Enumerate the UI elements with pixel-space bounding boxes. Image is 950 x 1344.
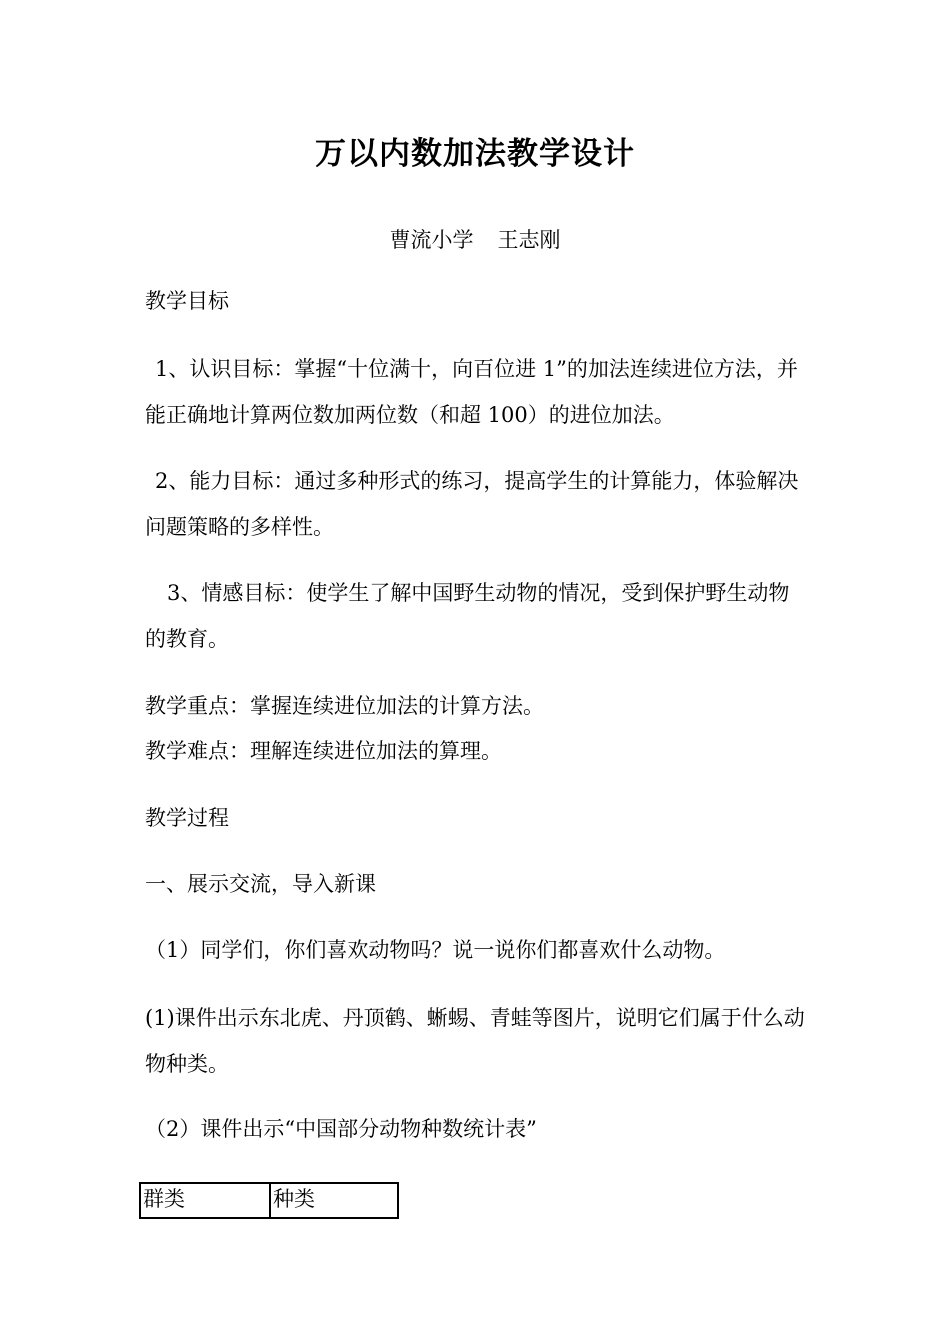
difficulty-point: 教学难点：理解连续进位加法的算理。 (145, 739, 502, 763)
document-title: 万以内数加法教学设计 (315, 136, 635, 172)
key-point: 教学重点：掌握连续进位加法的计算方法。 (145, 694, 544, 718)
goal-emotional: 3、情感目标：使学生了解中国野生动物的情况，受到保护野生动物的教育。 (145, 581, 790, 651)
table-row (140, 1183, 398, 1218)
goal-cognitive: 1、认识目标：掌握“十位满十，向百位进 1”的加法连续进位方法，并能正确地计算两位数加两位数（和超 100）的进位加法。 (145, 357, 798, 427)
goals-heading: 教学目标 (145, 289, 229, 313)
step-show-pictures: (1)课件出示东北虎、丹顶鹤、蜥蜴、青蛙等图片，说明它们属于什么动物种类。 (145, 1006, 805, 1076)
table-header-species: 种类 (270, 1183, 398, 1218)
goal-ability: 2、能力目标：通过多种形式的练习，提高学生的计算能力，体验解决问题策略的多样性。 (145, 469, 799, 539)
process-heading: 教学过程 (145, 806, 229, 830)
step-question: （1）同学们，你们喜欢动物吗？说一说你们都喜欢什么动物。 (145, 938, 726, 962)
animal-species-table (139, 1182, 399, 1219)
author-school: 曹流小学 (389, 228, 474, 252)
step-show-table: （2）课件出示“中国部分动物种数统计表” (145, 1117, 537, 1141)
section-heading: 一、展示交流，导入新课 (145, 872, 376, 896)
author-name: 王志刚 (497, 228, 561, 252)
table-header-group: 群类 (140, 1183, 270, 1218)
author-line (0, 224, 950, 254)
